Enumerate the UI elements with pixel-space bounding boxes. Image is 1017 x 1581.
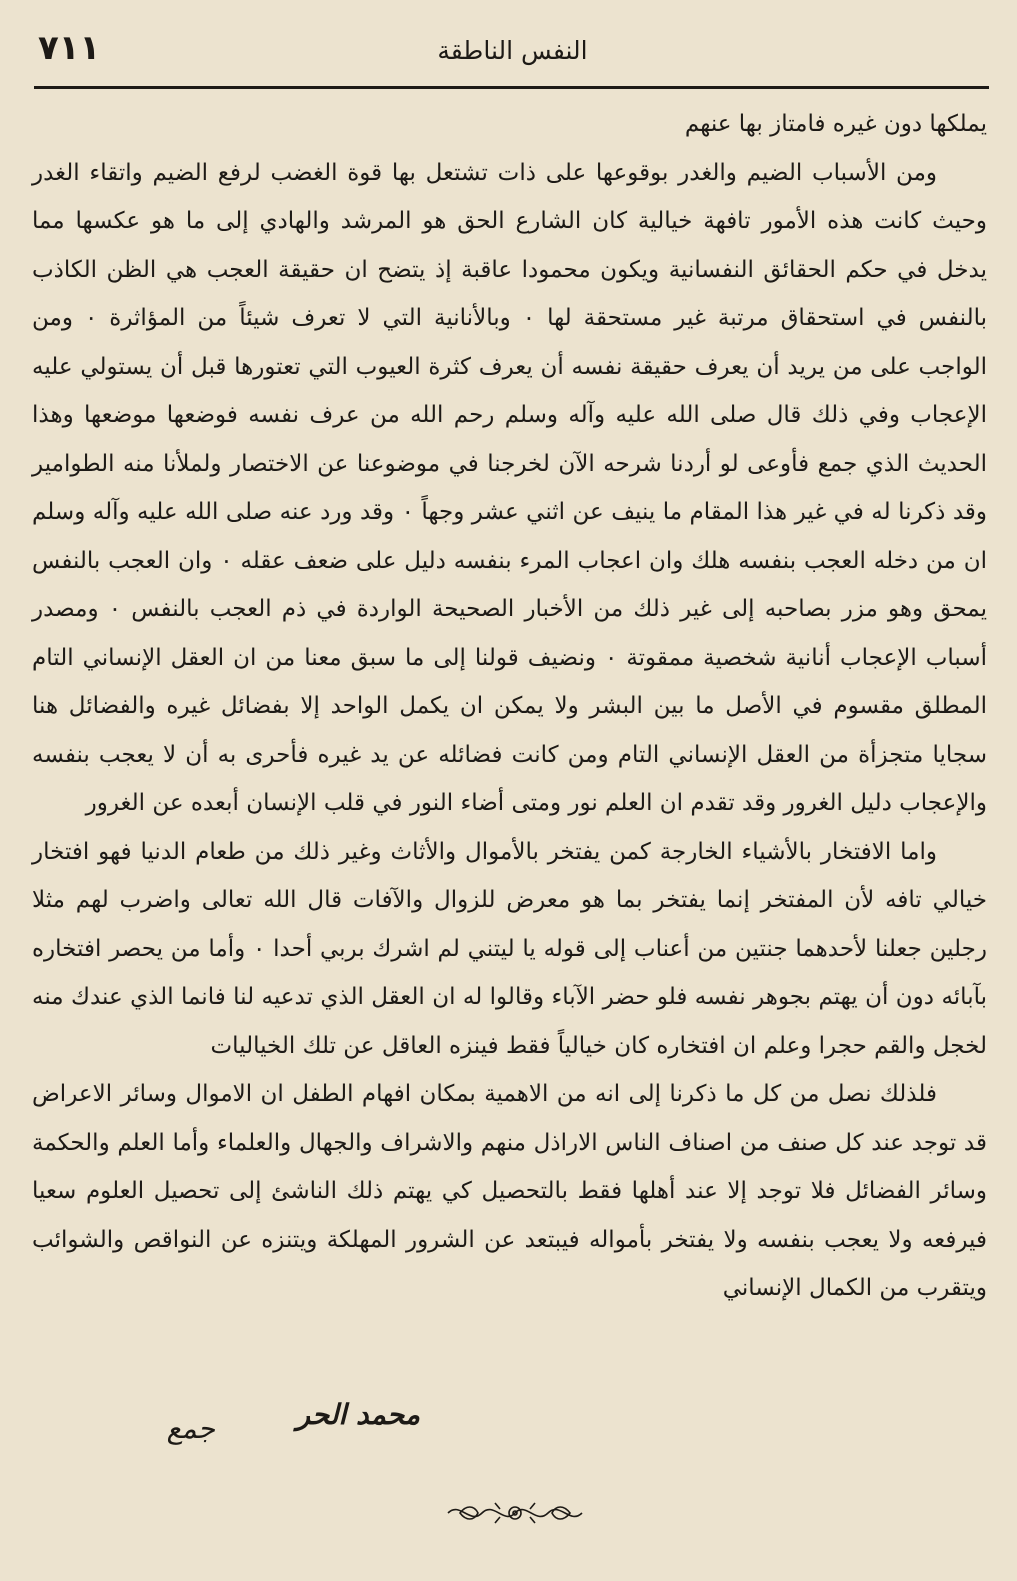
body-text xyxy=(32,100,987,1313)
signature-block xyxy=(90,1398,420,1448)
paragraph: ومن الأسباب الضيم والغدر بوقوعها على ذات تشتعل بها قوة الغضب لرفع الضيم واتقاء الغدر وحيث كانت هذه الأمور تافهة خيالية كان الشارع الحق هو المرشد والهادي إلى ما هو عكسها مما يدخل في حكم الحقائق النفسانية ويكون محمودا عاقبة إذ يتضح ان حقيقة العجب هي الظن الكاذب بالنفس في استحقاق مرتبة غير مستحقة لها ٠ وبالأنانية التي لا تعرف شيئاً من المؤاثرة ٠ ومن الواجب على من يريد أن يعرف حقيقة نفسه أن يعرف كثرة العيوب التي تعتورها قبل أن يستولي عليه الإعجاب وفي ذلك قال صلى الله عليه وآله وسلم رحم الله من عرف نفسه فوضعها موضعها وهذا الحديث الذي جمع فأوعى لو أردنا شرحه الآن لخرجنا في موضوعنا عن الاختصار ولملأنا منه الطوامير وقد ذكرنا له في غير هذا المقام ما ينيف عن اثني عشر وجهاً ٠ وقد ورد عنه صلى الله عليه وآله وسلم ان من دخله العجب بنفسه هلك وان اعجاب المرء بنفسه دليل على ضعف عقله ٠ وان العجب بالنفس يمحق وهو مزر بصاحبه إلى غير ذلك من الأخبار الصحيحة الواردة في ذم العجب بالنفس ٠ ومصدر أسباب الإعجاب أنانية شخصية ممقوتة ٠ ونضيف قولنا إلى ما سبق معنا من ان العقل الإنساني التام المطلق مقسوم في الأصل ما بين البشر ولا يمكن ان يكمل الواحد إلا بفضائل غيره والفضائل هنا سجايا متجزأة من العقل الإنساني التام ومن كانت فضائله عن يد غيره فأحرى به أن لا يعجب بنفسه والإعجاب دليل الغرور وقد تقدم ان العلم نور ومتى أضاء النور في قلب الإنسان أبعده عن الغرور xyxy=(32,159,988,816)
paragraph: واما الافتخار بالأشياء الخارجة كمن يفتخر بالأموال والأثاث وغير ذلك من طعام الدنيا فهو افتخار خيالي تافه لأن المفتخر إنما يفتخر بما هو معرض للزوال والآفات قال الله تعالى واضرب لهم مثلا رجلين جعلنا لأحدهما جنتين من أعناب إلى قوله يا ليتني لم اشرك بربي أحدا ٠ وأما من يحصر افتخاره بآبائه دون أن يهتم بجوهر نفسه فلو حضر الآباء وقالوا له ان العقل الذي تدعيه لنا فانما الذي عندك منه لخجل والقم حجرا وعلم ان افتخاره كان خيالياً فقط فينزه العاقل عن تلك الخياليات xyxy=(32,838,987,1059)
author-signature: محمد الحر xyxy=(296,1398,420,1431)
paragraph: فلذلك نصل من كل ما ذكرنا إلى انه من الاهمية بمكان افهام الطفل ان الاموال وسائر الاعراض قد توجد عند كل صنف من اصناف الناس الاراذل منهم والاشراف والجهال والعلماء وأما العلم والحكمة وسائر الفضائل فلا توجد إلا عند أهلها فقط بالتحصيل كي يهتم ذلك الناشئ إلى تحصيل العلوم سعيا فيرفعه ولا يعجب بنفسه ولا يفتخر بأمواله فيبتعد عن الشرور المهلكة ويتنزه عن النواقص والشوائب ويتقرب من الكمال الإنساني xyxy=(32,1081,987,1301)
fleuron-ornament-icon xyxy=(440,1495,590,1531)
page-header xyxy=(38,26,987,76)
compiled-by-label: جمع xyxy=(166,1412,215,1445)
paragraph: يملكها دون غيره فامتاز بها عنهم xyxy=(684,111,987,137)
page-number: ٧١١ xyxy=(38,28,101,68)
header-rule xyxy=(34,86,989,89)
running-title: النفس الناطقة xyxy=(437,36,588,65)
